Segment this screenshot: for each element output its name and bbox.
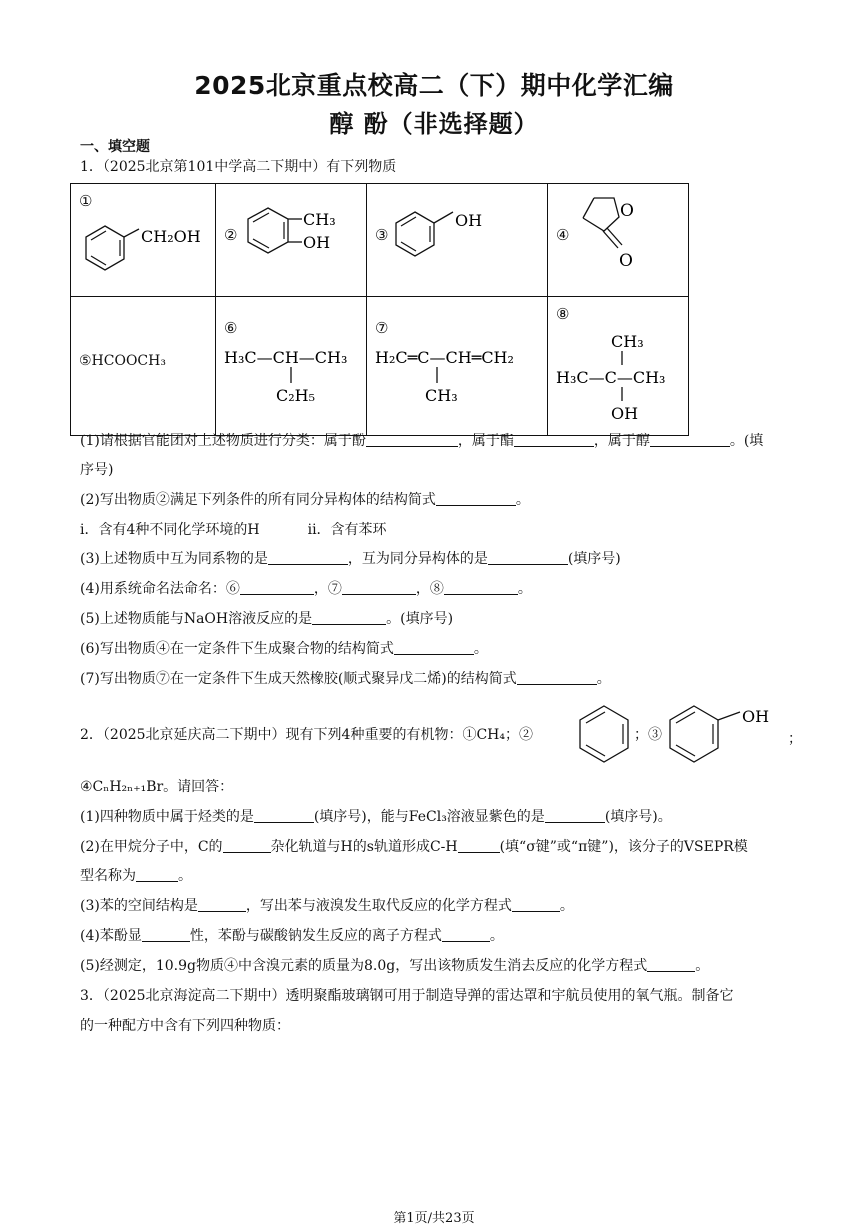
ch3-group: CH₃ — [303, 210, 336, 229]
answer-blank[interactable] — [458, 838, 500, 853]
label-2: ② — [224, 226, 238, 244]
answer-blank[interactable] — [650, 432, 730, 447]
isoprene-structure — [367, 297, 547, 431]
answer-blank[interactable] — [647, 957, 695, 972]
answer-blank[interactable] — [198, 897, 246, 912]
page-subtitle: 醇 酚（非选择题） — [329, 110, 539, 138]
label-6: ⑥ — [224, 319, 238, 337]
cell-substance-8 — [548, 297, 689, 436]
main-chain: H₃C—CH—CH₃ — [224, 348, 348, 367]
q2-part2-cont: 型名称为 。 — [80, 868, 192, 884]
q3-line2: 的一种配方中含有下列四种物质： — [80, 1018, 290, 1034]
cell-substance-2 — [216, 184, 367, 297]
top-methyl: CH₃ — [611, 332, 644, 351]
answer-blank[interactable] — [254, 808, 314, 823]
q2-part1: (1)四种物质中属于烃类的是 (填序号)，能与FeCl₃溶液显紫色的是 (填序号)。 — [80, 809, 672, 825]
answer-blank[interactable] — [342, 580, 416, 595]
main-chain: H₃C—C—CH₃ — [556, 368, 666, 387]
q2-part5: (5)经测定，10.9g物质④中含溴元素的质量为8.0g，写出该物质发生消去反应的化学方程式 。 — [80, 958, 710, 974]
answer-blank[interactable] — [517, 670, 597, 685]
q1-part1: (1)请根据官能团对上述物质进行分类：属于酚 ，属于酯 ，属于醇 。(填 — [80, 433, 764, 449]
answer-blank[interactable] — [223, 838, 271, 853]
label-7: ⑦ — [375, 319, 389, 337]
methyl-branch: CH₃ — [425, 386, 458, 405]
q2-intro: 2．（2025北京延庆高二下期中）现有下列4种重要的有机物：①CH₄；② — [80, 727, 533, 743]
phenol-structure — [664, 702, 774, 768]
main-chain: H₂C═C—CH═CH₂ — [375, 348, 514, 367]
2-methylbutane-structure — [216, 297, 366, 431]
oh-group: OH — [455, 211, 483, 230]
q1-part3: (3)上述物质中互为同系物的是 ，互为同分异构体的是 (填序号) — [80, 551, 621, 567]
q2-part2: (2)在甲烷分子中，C的 杂化轨道与H的s轨道形成C-H (填“σ键”或“π键”)，该分子的VSEPR模 — [80, 839, 748, 855]
methyl-formate: ⑤HCOOCH₃ — [79, 353, 166, 369]
oh-group: OH — [742, 707, 770, 726]
label-1: ① — [79, 192, 93, 210]
q2-sep: ； — [788, 731, 802, 747]
answer-blank[interactable] — [436, 491, 516, 506]
q1-intro: 1．（2025北京第101中学高二下期中）有下列物质 — [80, 159, 397, 175]
answer-blank[interactable] — [136, 867, 178, 882]
answer-blank[interactable] — [312, 610, 386, 625]
phenol-structure — [367, 184, 547, 292]
label-8: ⑧ — [556, 305, 570, 323]
hydroxyl: OH — [611, 404, 639, 423]
substance-table — [70, 183, 689, 436]
q1-part2: (2)写出物质②满足下列条件的所有同分异构体的结构简式 。 — [80, 492, 530, 508]
answer-blank[interactable] — [514, 432, 594, 447]
answer-blank[interactable] — [240, 580, 314, 595]
carbonyl-oxygen: O — [619, 251, 633, 271]
q1-part7: (7)写出物质⑦在一定条件下生成天然橡胶(顺式聚异戊二烯)的结构简式 。 — [80, 671, 611, 687]
q1-part4: (4)用系统命名法命名：⑥ ，⑦ ，⑧ 。 — [80, 581, 532, 597]
label-4: ④ — [556, 226, 570, 244]
answer-blank[interactable] — [366, 432, 458, 447]
answer-blank[interactable] — [488, 550, 568, 565]
benzyl-alcohol-structure — [71, 184, 215, 292]
answer-blank[interactable] — [142, 927, 190, 942]
oh-group: OH — [303, 233, 331, 252]
cell-substance-6 — [216, 297, 367, 436]
section-heading: 一、填空题 — [80, 139, 150, 155]
q3-line1: 3．（2025北京海淀高二下期中）透明聚酯玻璃钢可用于制造导弹的雷达罩和宇航员使用的氧气瓶。制备它 — [80, 988, 734, 1004]
cell-substance-3 — [367, 184, 548, 297]
q2-item4: ④CₙH₂ₙ₊₁Br。请回答： — [80, 779, 234, 795]
answer-blank[interactable] — [268, 550, 348, 565]
answer-blank[interactable] — [442, 927, 490, 942]
ch2oh-group: CH₂OH — [141, 227, 201, 246]
q2-part3: (3)苯的空间结构是 ，写出苯与液溴发生取代反应的化学方程式 。 — [80, 898, 574, 914]
answer-blank[interactable] — [394, 640, 474, 655]
ethyl-branch: C₂H₅ — [276, 386, 316, 405]
answer-blank[interactable] — [444, 580, 518, 595]
o-cresol-structure — [216, 184, 366, 292]
q1-part1-cont: 序号) — [80, 462, 114, 478]
label-3: ③ — [375, 226, 389, 244]
cell-substance-1 — [71, 184, 216, 297]
benzene-structure — [574, 702, 634, 768]
q1-part6: (6)写出物质④在一定条件下生成聚合物的结构简式 。 — [80, 641, 488, 657]
cell-substance-7 — [367, 297, 548, 436]
ring-oxygen: O — [620, 201, 634, 221]
q2-sep: ；③ — [634, 727, 662, 743]
q1-conditions: i．含有4种不同化学环境的H ii．含有苯环 — [80, 522, 387, 538]
page-title: 2025北京重点校高二（下）期中化学汇编 — [194, 71, 674, 100]
page-footer: 第1页/共23页 — [393, 1211, 475, 1226]
answer-blank[interactable] — [512, 897, 560, 912]
cell-substance-5 — [71, 297, 216, 436]
answer-blank[interactable] — [545, 808, 605, 823]
cell-substance-4 — [548, 184, 689, 297]
q1-part5: (5)上述物质能与NaOH溶液反应的是 。(填序号) — [80, 611, 454, 627]
q2-part4: (4)苯酚显 性，苯酚与碳酸钠发生反应的离子方程式 。 — [80, 928, 504, 944]
